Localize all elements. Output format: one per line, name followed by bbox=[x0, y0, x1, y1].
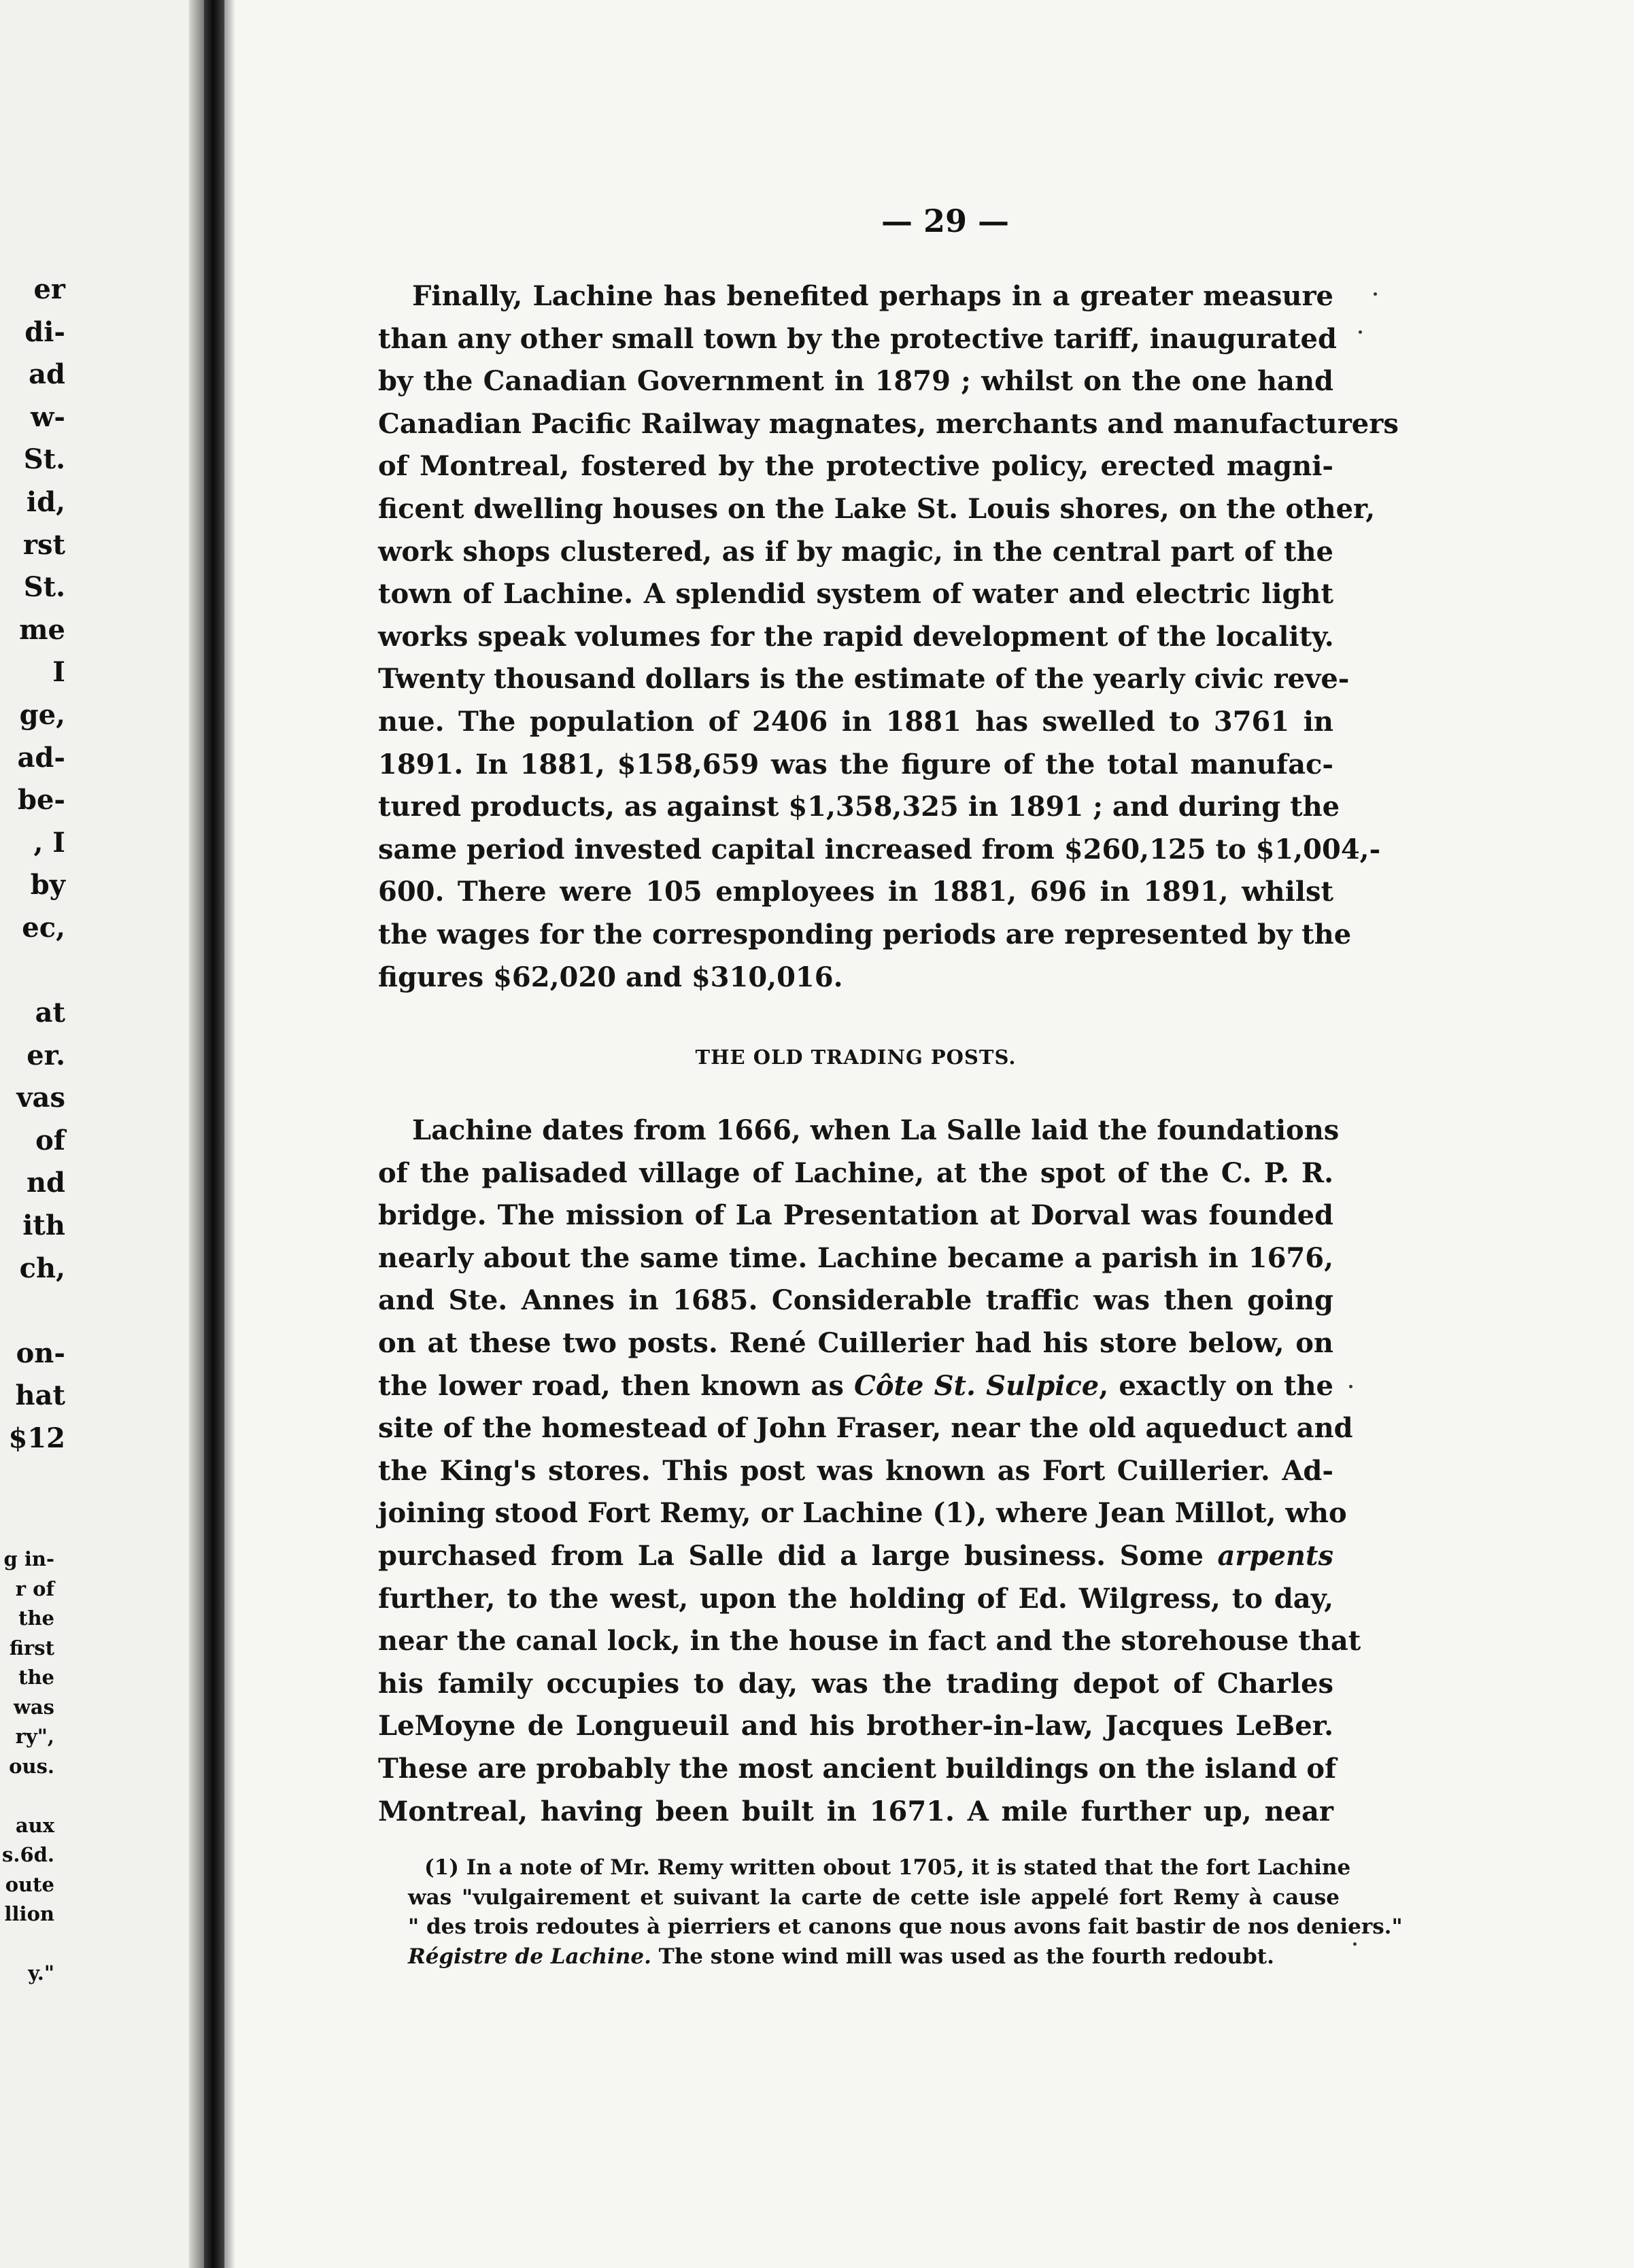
text-line: 600. There were 105 employees in 1881, 696 in 1891, whilst bbox=[378, 876, 1333, 908]
prev-note-fragment: the bbox=[18, 1666, 54, 1689]
prev-fragment: ith bbox=[22, 1209, 65, 1242]
text-fragment: The stone wind mill was used as the fourth redoubt. bbox=[651, 1944, 1274, 1969]
text-line: LeMoyne de Longueuil and his brother-in-law, Jacques LeBer. bbox=[378, 1710, 1333, 1742]
text-line: works speak volumes for the rapid development of the locality. bbox=[378, 620, 1334, 653]
ink-speck bbox=[1349, 1385, 1352, 1388]
book-page bbox=[224, 0, 1634, 2268]
text-line: work shops clustered, as if by magic, in the central part of the bbox=[378, 535, 1333, 568]
prev-note-fragment: s.6d. bbox=[2, 1843, 54, 1866]
prev-note-fragment: aux bbox=[15, 1813, 54, 1837]
prev-fragment: ad bbox=[29, 358, 65, 391]
text-line: of Montreal, fostered by the protective policy, erected magni- bbox=[378, 450, 1333, 483]
text-line: figures $62,020 and $310,016. bbox=[378, 961, 843, 993]
prev-fragment: rst bbox=[22, 528, 65, 561]
prev-fragment: of bbox=[35, 1124, 65, 1156]
prev-fragment: er bbox=[33, 273, 65, 305]
text-line: by the Canadian Government in 1879 ; whilst on the one hand bbox=[378, 365, 1333, 398]
text-line: Montreal, having been built in 1671. A mile further up, near bbox=[378, 1795, 1333, 1827]
footnote-line: (1) In a note of Mr. Remy written obout 1705, it is stated that the fort Lachine bbox=[424, 1855, 1351, 1880]
prev-fragment: be- bbox=[17, 784, 65, 817]
text-line: ficent dwelling houses on the Lake St. Louis shores, on the other, bbox=[378, 492, 1376, 525]
text-fragment: , exactly on the bbox=[1099, 1369, 1333, 1402]
footnote-line: was "vulgairement et suivant la carte de cette isle appelé fort Remy à cause bbox=[408, 1885, 1340, 1910]
text-line: town of Lachine. A splendid system of water and electric light bbox=[378, 578, 1333, 611]
text-line: Lachine dates from 1666, when La Salle laid the foundations bbox=[412, 1114, 1340, 1146]
text-line: than any other small town by the protective tariff, inaugurated bbox=[378, 322, 1337, 355]
text-line: nearly about the same time. Lachine became a parish in 1676, bbox=[378, 1241, 1333, 1274]
prev-note-fragment: first bbox=[9, 1636, 54, 1660]
prev-note-fragment: r of bbox=[15, 1577, 54, 1600]
prev-fragment: vas bbox=[16, 1082, 65, 1114]
prev-fragment: St. bbox=[23, 443, 65, 476]
text-line: Twenty thousand dollars is the estimate of the yearly civic reve- bbox=[378, 663, 1350, 695]
text-fragment: purchased from La Salle did a large business. Some bbox=[378, 1539, 1218, 1572]
prev-fragment: er. bbox=[27, 1039, 65, 1071]
text-line bbox=[378, 1535, 1333, 1578]
gutter-shadow bbox=[189, 0, 204, 2268]
prev-note-fragment: llion bbox=[4, 1902, 54, 1925]
prev-fragment: on- bbox=[16, 1337, 65, 1369]
text-line: the King's stores. This post was known as Fort Cuillerier. Ad- bbox=[378, 1454, 1333, 1487]
paragraph-trading-posts bbox=[378, 1110, 1361, 1833]
prev-fragment: ch, bbox=[19, 1252, 65, 1284]
italic-term: arpents bbox=[1217, 1539, 1333, 1572]
prev-fragment: , I bbox=[33, 826, 65, 859]
prev-note-fragment: y." bbox=[28, 1961, 54, 1984]
prev-fragment: ge, bbox=[19, 698, 65, 731]
book-binding-edge bbox=[204, 0, 224, 2268]
page-edge-shadow bbox=[224, 0, 235, 2268]
prev-fragment: by bbox=[30, 869, 65, 901]
italic-place-name: Côte St. Sulpice bbox=[854, 1369, 1100, 1402]
text-line: near the canal lock, in the house in fact and the storehouse that bbox=[378, 1625, 1361, 1657]
text-line: further, to the west, upon the holding of Ed. Wilgress, to day, bbox=[378, 1582, 1333, 1615]
text-line: 1891. In 1881, $158,659 was the figure of the total manufac- bbox=[378, 748, 1333, 780]
page-number: — 29 — bbox=[881, 203, 1010, 239]
paragraph-tariff bbox=[378, 275, 1399, 999]
text-line: the wages for the corresponding periods are represented by the bbox=[378, 918, 1352, 950]
prev-fragment: nd bbox=[26, 1167, 65, 1199]
ink-speck bbox=[1374, 292, 1377, 296]
prev-note-fragment: ous. bbox=[9, 1754, 54, 1778]
text-line: joining stood Fort Remy, or Lachine (1), where Jean Millot, who bbox=[378, 1497, 1347, 1530]
prev-fragment: id, bbox=[26, 485, 65, 518]
prev-fragment: me bbox=[19, 613, 65, 646]
footnote-line bbox=[408, 1942, 1340, 1972]
ink-speck bbox=[1359, 330, 1362, 334]
text-line: nue. The population of 2406 in 1881 has swelled to 3761 in bbox=[378, 705, 1333, 738]
text-line: site of the homestead of John Fraser, near the old aqueduct and bbox=[378, 1412, 1353, 1445]
prev-fragment: ad- bbox=[17, 741, 65, 774]
text-line: bridge. The mission of La Presentation at Dorval was founded bbox=[378, 1199, 1333, 1232]
text-line: tured products, as against $1,358,325 in 1891 ; and during the bbox=[378, 791, 1340, 823]
prev-fragment: $12 bbox=[8, 1422, 65, 1455]
previous-page-edge bbox=[0, 0, 204, 2268]
text-line: of the palisaded village of Lachine, at the spot of the C. P. R. bbox=[378, 1156, 1333, 1189]
text-fragment: the lower road, then known as bbox=[378, 1369, 855, 1402]
prev-note-fragment: oute bbox=[5, 1872, 54, 1896]
text-line: his family occupies to day, was the trading depot of Charles bbox=[378, 1667, 1333, 1700]
prev-fragment: I bbox=[52, 656, 65, 689]
text-line: Canadian Pacific Railway magnates, merchants and manufacturers bbox=[378, 407, 1399, 440]
prev-fragment: hat bbox=[15, 1379, 65, 1412]
text-line: same period invested capital increased from $260,125 to $1,004,- bbox=[378, 833, 1381, 865]
prev-fragment: St. bbox=[23, 571, 65, 604]
prev-fragment: di- bbox=[24, 315, 65, 348]
footnote bbox=[408, 1853, 1403, 1972]
ink-speck bbox=[1353, 1942, 1357, 1946]
text-line: Finally, Lachine has benefited perhaps in a greater measure bbox=[412, 280, 1333, 312]
text-line: and Ste. Annes in 1685. Considerable traffic was then going bbox=[378, 1284, 1333, 1317]
text-line bbox=[378, 1365, 1333, 1408]
section-heading: THE OLD TRADING POSTS. bbox=[695, 1046, 1017, 1069]
previous-page-text-fragments bbox=[0, 269, 65, 1460]
text-line: on at these two posts. René Cuillerier had his store below, on bbox=[378, 1326, 1333, 1359]
italic-source: Régistre de Lachine. bbox=[408, 1944, 651, 1969]
prev-note-fragment: ry", bbox=[15, 1725, 54, 1748]
prev-fragment: at bbox=[35, 997, 65, 1029]
previous-page-footnote-fragments bbox=[0, 1545, 54, 1989]
footnote-line: " des trois redoutes à pierriers et canons que nous avons fait bastir de nos deniers." bbox=[408, 1914, 1403, 1939]
prev-note-fragment: the bbox=[18, 1606, 54, 1630]
prev-fragment: ec, bbox=[22, 911, 65, 944]
prev-note-fragment: g in- bbox=[3, 1547, 54, 1570]
text-line: These are probably the most ancient buildings on the island of bbox=[378, 1752, 1337, 1785]
prev-fragment: w- bbox=[30, 400, 65, 433]
prev-note-fragment: was bbox=[13, 1695, 54, 1719]
